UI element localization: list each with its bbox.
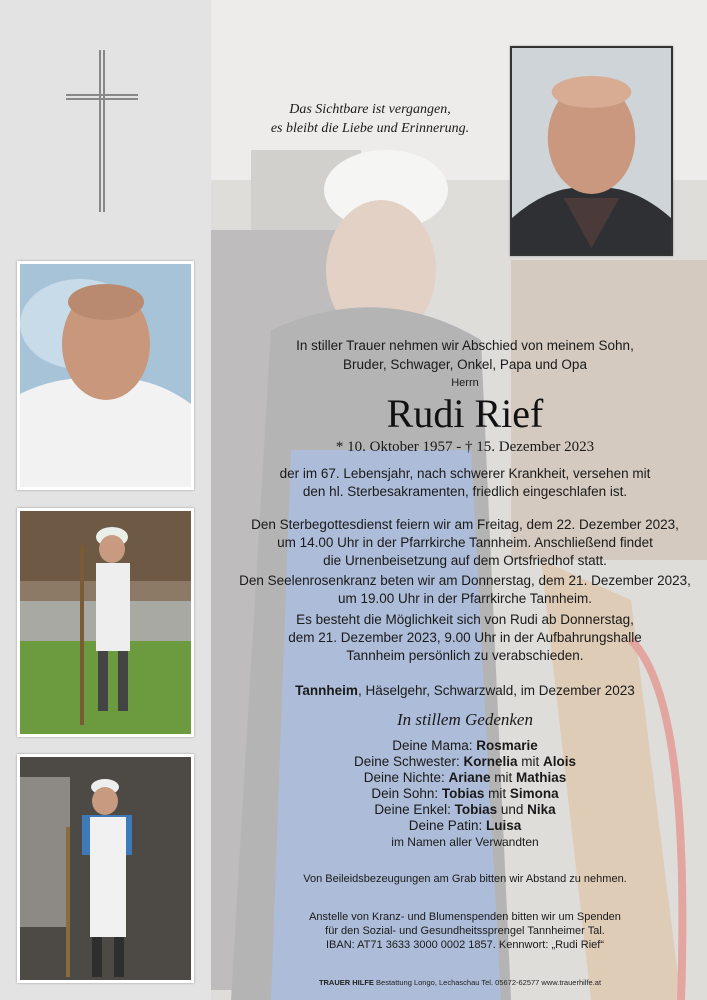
footer-contact: Bestattung Longo, Lechaschau Tel. 05672-62577 www.trauerhilfe.at <box>373 978 602 987</box>
family-member-row <box>232 786 698 802</box>
family-role: Deine Nichte: <box>363 770 449 785</box>
family-name: Alois <box>543 754 577 769</box>
photo-smiling-man <box>17 261 194 490</box>
memorial-quote <box>230 100 510 138</box>
family-joiner: mit <box>484 786 510 801</box>
intro-line-1: In stiller Trauer nehmen wir Abschied von meinem Sohn, <box>296 338 634 353</box>
rosary-line-1: Den Seelenrosenkranz beten wir am Donnerstag, dem 21. Dezember 2023, <box>239 573 691 588</box>
family-name: Rosmarie <box>476 738 538 753</box>
family-list <box>232 738 698 850</box>
photo-man-with-rake <box>17 508 194 737</box>
family-name: Tobias <box>454 802 498 817</box>
family-role: Dein Sohn: <box>371 786 442 801</box>
death-line-2: den hl. Sterbesakramenten, friedlich eingeschlafen ist. <box>302 484 628 499</box>
family-name: Luisa <box>486 818 522 833</box>
quote-line-2: es bleibt die Liebe und Erinnerung. <box>270 121 470 136</box>
donation-line-1: Anstelle von Kranz- und Blumenspenden bitten wir um Spenden <box>309 911 621 923</box>
salutation: Herrn <box>451 377 479 389</box>
footer-brand: TRAUER HILFE <box>318 978 374 987</box>
donation-note <box>232 910 698 952</box>
farewell-paragraph <box>232 611 698 665</box>
family-role: Deine Mama: <box>392 738 477 753</box>
donation-line-3: IBAN: AT71 3633 3000 0002 1857. Kennwort: „Rudi Rief“ <box>325 939 605 951</box>
deceased-name: Rudi Rief <box>386 391 544 436</box>
family-role: Deine Patin: <box>408 818 487 833</box>
rosary-line-2: um 19.00 Uhr in der Pfarrkirche Tannheim. <box>337 591 593 606</box>
memory-heading: In stillem Gedenken <box>397 710 533 729</box>
farewell-line-2: dem 21. Dezember 2023, 9.00 Uhr in der Aufbahrungshalle <box>288 630 642 645</box>
family-joiner: mit <box>490 770 517 785</box>
death-paragraph <box>232 465 698 501</box>
donation-line-2: für den Sozial- und Gesundheitssprengel Tannheimer Tal. <box>325 925 605 937</box>
family-closing: im Namen aller Verwandten <box>391 835 539 849</box>
cross-icon <box>66 50 138 212</box>
family-name: Tobias <box>441 786 485 801</box>
life-dates: * 10. Oktober 1957 - † 15. Dezember 2023 <box>335 439 595 455</box>
service-line-3: die Urnenbeisetzung auf dem Ortsfriedhof statt. <box>323 553 607 568</box>
family-name: Kornelia <box>463 754 518 769</box>
family-name: Mathias <box>516 770 567 785</box>
place-and-date <box>232 683 698 698</box>
quote-line-1: Das Sichtbare ist vergangen, <box>289 102 451 117</box>
farewell-line-1: Es besteht die Möglichkeit sich von Rudi ab Donnerstag, <box>296 612 634 627</box>
death-line-1: der im 67. Lebensjahr, nach schwerer Krankheit, versehen mit <box>279 466 651 481</box>
rosary-paragraph <box>232 572 698 608</box>
family-name: Ariane <box>448 770 491 785</box>
family-name: Nika <box>527 802 556 817</box>
farewell-line-3: Tannheim persönlich zu verabschieden. <box>346 648 584 663</box>
footer-imprint <box>290 978 630 987</box>
family-joiner: und <box>497 802 528 817</box>
family-role: Deine Schwester: <box>353 754 464 769</box>
family-member-row <box>232 754 698 770</box>
family-name: Simona <box>509 786 559 801</box>
family-member-row <box>232 738 698 754</box>
place-rest: , Häselgehr, Schwarzwald, im Dezember 2023 <box>357 683 635 698</box>
family-role: Deine Enkel: <box>374 802 455 817</box>
intro-text <box>232 336 698 374</box>
family-member-row <box>232 770 698 786</box>
family-joiner: mit <box>517 754 544 769</box>
portrait-photo <box>510 46 673 256</box>
service-line-1: Den Sterbegottesdienst feiern wir am Freitag, dem 22. Dezember 2023, <box>251 517 679 532</box>
service-paragraph <box>232 516 698 570</box>
intro-line-2: Bruder, Schwager, Onkel, Papa und Opa <box>343 357 587 372</box>
condolence-note: Von Beileidsbezeugungen am Grab bitten wir Abstand zu nehmen. <box>303 873 627 885</box>
place-town: Tannheim <box>295 683 358 698</box>
family-member-row <box>232 802 698 818</box>
photo-man-in-workshop <box>17 754 194 983</box>
family-member-row <box>232 818 698 834</box>
service-line-2: um 14.00 Uhr in der Pfarrkirche Tannheim. Anschließend findet <box>277 535 653 550</box>
